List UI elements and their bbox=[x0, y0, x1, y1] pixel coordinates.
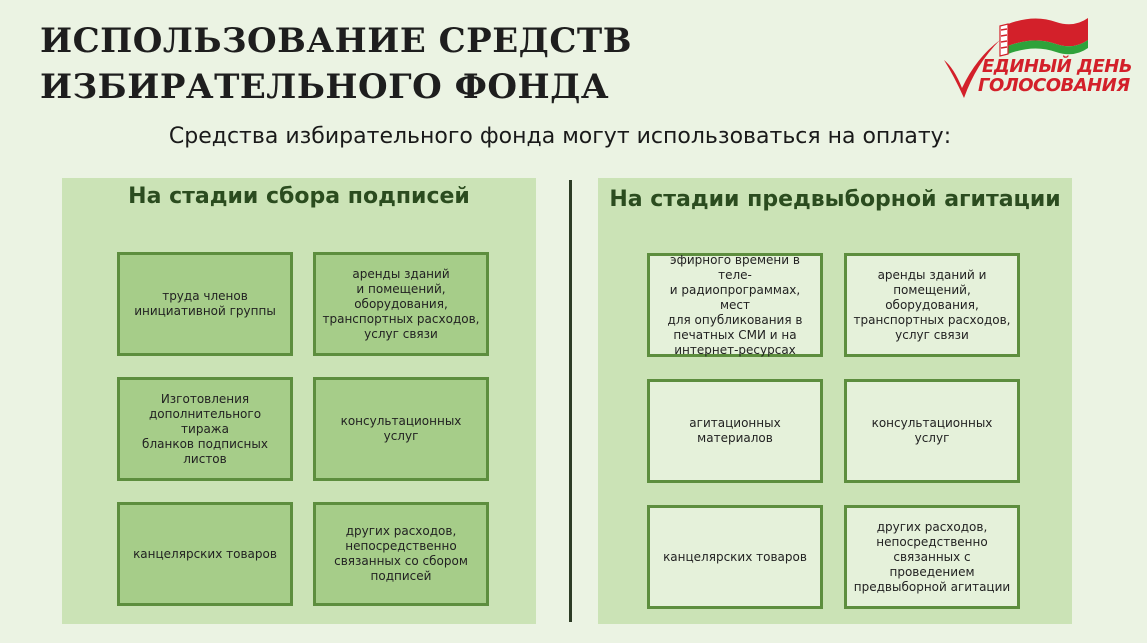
left-card-initiative-group-labor bbox=[117, 252, 293, 356]
card-text: других расходов, непосредственно связанных с проведением предвыборной агитации bbox=[853, 519, 1011, 594]
card-text: аренды зданий и помещений, оборудования, транспортных расходов, услуг связи bbox=[322, 266, 480, 341]
left-card-extra-forms bbox=[117, 377, 293, 481]
belarus-flag-icon bbox=[994, 14, 1090, 58]
card-text: других расходов, непосредственно связанных со сбором подписей bbox=[334, 524, 468, 583]
signature-stage-title: На стадии сбора подписей bbox=[128, 184, 470, 209]
logo-text-line-2: ГОЛОСОВАНИЯ bbox=[978, 75, 1130, 96]
card-text: консультационных услуг bbox=[871, 416, 993, 445]
card-text: консультационных услуг bbox=[340, 414, 462, 443]
left-card-stationery bbox=[117, 502, 293, 606]
campaign-stage-title: На стадии предвыборной агитации bbox=[609, 187, 1061, 212]
left-card-consulting bbox=[313, 377, 489, 481]
election-day-logo bbox=[938, 12, 1138, 102]
right-card-other-expenses bbox=[844, 505, 1020, 609]
card-text: аренды зданий и помещений, оборудования, транспортных расходов, услуг связи bbox=[853, 267, 1011, 342]
card-text: эфирного времени в теле- и радиопрограммах, мест для опубликования в печатных СМИ и на интернет-ресурсах bbox=[667, 252, 803, 357]
right-card-rent-equipment bbox=[844, 253, 1020, 357]
vertical-divider bbox=[569, 180, 572, 622]
right-card-campaign-materials bbox=[647, 379, 823, 483]
left-card-other-expenses bbox=[313, 502, 489, 606]
right-card-airtime-media bbox=[647, 253, 823, 357]
right-card-stationery bbox=[647, 505, 823, 609]
card-text: канцелярских товаров bbox=[133, 546, 277, 561]
page-title-line-1: ИСПОЛЬЗОВАНИЕ СРЕДСТВ bbox=[40, 21, 632, 61]
card-text: агитационных материалов bbox=[689, 416, 781, 445]
page-title-line-2: ИЗБИРАТЕЛЬНОГО ФОНДА bbox=[40, 67, 610, 107]
card-text: канцелярских товаров bbox=[663, 549, 807, 564]
logo-text-line-1: ЕДИНЫЙ ДЕНЬ bbox=[982, 56, 1133, 77]
left-card-rent-equipment bbox=[313, 252, 489, 356]
page-title bbox=[40, 18, 632, 110]
card-text: Изготовления дополнительного тиража бланков подписных листов bbox=[142, 391, 268, 466]
subtitle: Средства избирательного фонда могут использоваться на оплату: bbox=[168, 124, 952, 149]
card-text: труда членов инициативной группы bbox=[134, 289, 276, 318]
right-card-consulting bbox=[844, 379, 1020, 483]
